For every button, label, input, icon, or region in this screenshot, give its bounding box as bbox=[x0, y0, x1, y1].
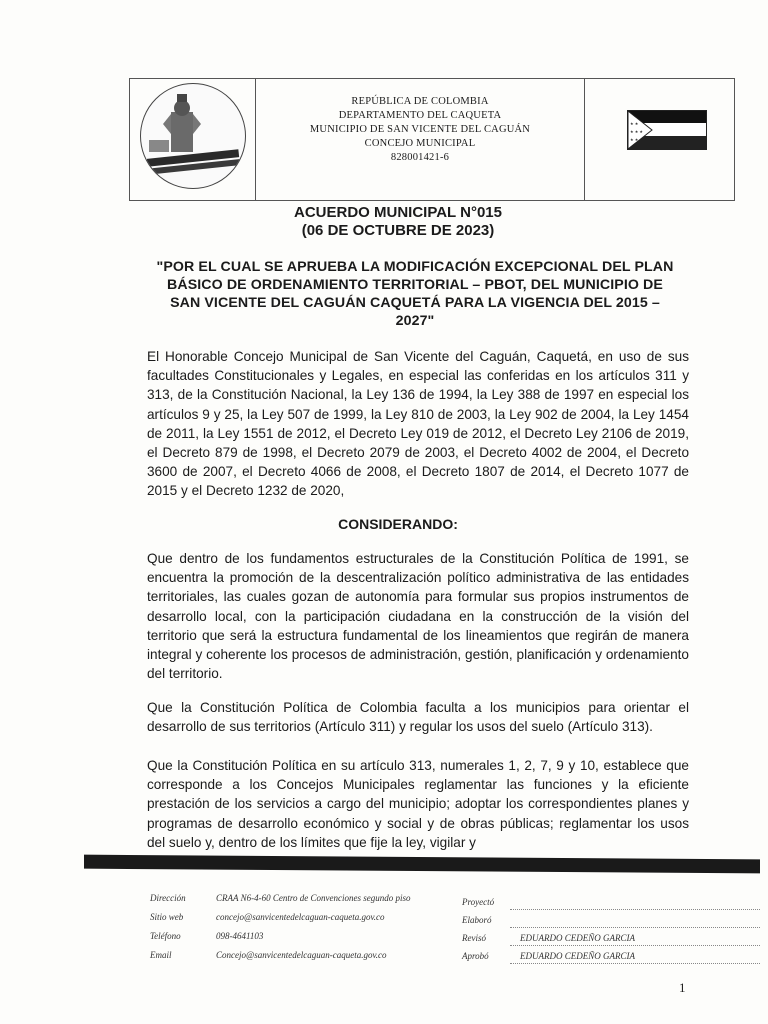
letterhead-text bbox=[256, 79, 585, 200]
country-line: REPÚBLICA DE COLOMBIA bbox=[351, 96, 489, 107]
letterhead bbox=[129, 78, 735, 201]
municipality-line: MUNICIPIO DE SAN VICENTE DEL CAGUÁN bbox=[309, 124, 531, 135]
council-line: CONCEJO MUNICIPAL bbox=[364, 138, 476, 149]
considerando-heading: CONSIDERANDO: bbox=[338, 516, 458, 532]
page-number: 1 bbox=[679, 980, 686, 995]
svg-text:★ ★: ★ ★ bbox=[630, 121, 639, 126]
flag-cell bbox=[585, 79, 734, 200]
paragraph-3: Que la Constitución Política en su artículo 313, numerales 1, 2, 7, 9 y 10, establece que corresponde a los Concejos Municipales reglamentar las funciones y la eficiente prestación de los servicios a cargo del municipio; adoptar los correspondientes planes y programas de desarrollo económico y social y de obras públicas; reglamentar los usos del suelo y, dentro de los límites que fije la ley, vigilar y bbox=[147, 758, 689, 850]
document-page: REPÚBLICA DE COLOMBIA DEPARTAMENTO DEL CAQUETA MUNICIPIO DE SAN VICENTE DEL CAGUÁN CONCEJO MUNICIPAL 828001421-6 ★ ★ ★ ★ ★ ★ ★ ACUERDO MUNICIPAL N°015 (06 DE OCTUBRE DE 2023) "POR EL CUAL SE APRUEBA LA MODIFICACIÓN EXCEPCIONAL DEL PLAN BÁSICO DE ORDENAMIENTO TERRITORIAL – PBOT, DEL MUNICIPIO DE SAN VICENTE DEL CAGUÁN CAQUETÁ PARA LA VIGENCIA DEL 2015 – 2027" El Honorable Concejo Municipal de San Vicente del Caguán, Caquetá, en uso de sus facultades Constitucionales y Legales, en especial las conferidas en los artículos 311 y 313, de la Constitución Nacional, la Ley 136 de 1994, la Ley 388 de 1997 en especial los artículos 9 y 25, la Ley 507 de 1999, la Ley 810 de 2003, la Ley 902 de 2004, la Ley 1454 de 2011, la Ley 1551 de 2012, el Decreto Ley 019 de 2012, el Decreto Ley 2106 de 2019, el Decreto 879 de 1998, el Decreto 2079 de 2003, el Decreto 4002 de 2004, el Decreto 3600 de 2007, el Decreto 4066 de 2008, el Decreto 1807 de 2014, el Decreto 1077 de 2015 y el Decreto 1232 de 2020, CONSIDERANDO: Que dentro de los fundamentos estructurales de la Constitución Política de 1991, se encuentra la promoción de la descentralización político administrativa de las entidades territoriales, las cuales gozan de autonomía para formular sus propios instrumentos de desarrollo local, con la participación ciudadana en la construcción de la visión del territorio que será la estructura fundamental de los lineamientos que regirán de manera integral y coherente los procesos de administración, gestión, planificación y ordenamiento del territorio. Que la Constitución Política de Colombia faculta a los municipios para orientar el desarrollo de sus territorios (Artículo 311) y regular los usos del suelo (Artículo 313). Que la Constitución Política en su artículo 313, numerales 1, 2, 7, 9 y 10, establece que corresponde a los Concejos Municipales reglamentar las funciones y la eficiente prestación de los servicios a cargo del municipio; adoptar los correspondientes planes y programas de desarrollo económico y social y de obras públicas; reglamentar los usos del suelo y, dentro de los límites que fije la ley, vigilar y Dirección CRAA N6-4-60 Centro de Convenciones segundo piso Sitio web concejo@sanvicentedelcaguan-caqueta.gov.co Teléfono 098-4641103 Email Concejo@sanvicentedelcaguan-caqueta.gov.co Proyectó Elaboró Revisó EDUARDO CEDEÑO GARCIA Aprobó EDUARDO CEDEÑO GARCIA 1 bbox=[0, 0, 768, 1024]
paragraph-1: Que dentro de los fundamentos estructurales de la Constitución Política de 1991, se encuentra la promoción de la descentralización político administrativa de las entidades territoriales, las cuales gozan de autonomía para formular sus propios instrumentos de desarrollo local, con la participación ciudadana en la construcción de la visión del territorio que será la estructura fundamental de los lineamientos que regirán de manera integral y coherente los procesos de administración, gestión, planificación y ordenamiento del territorio. bbox=[147, 551, 689, 682]
municipal-flag-icon bbox=[627, 110, 707, 150]
nit-line: 828001421-6 bbox=[390, 152, 450, 163]
agreement-date: (06 DE OCTUBRE DE 2023) bbox=[301, 222, 495, 239]
svg-text:★ ★ ★: ★ ★ ★ bbox=[630, 129, 643, 134]
svg-text:★ ★: ★ ★ bbox=[630, 137, 639, 142]
department-line: DEPARTAMENTO DEL CAQUETA bbox=[338, 110, 502, 121]
agreement-subject: "POR EL CUAL SE APRUEBA LA MODIFICACIÓN EXCEPCIONAL DEL PLAN BÁSICO DE ORDENAMIENTO TERRITORIAL – PBOT, DEL MUNICIPIO DE SAN VICENTE DEL CAGUÁN CAQUETÁ PARA LA VIGENCIA DEL 2015 – 2027" bbox=[156, 259, 674, 329]
footer-divider bbox=[84, 855, 760, 874]
paragraph-2: Que la Constitución Política de Colombia faculta a los municipios para orientar el desarrollo de sus territorios (Artículo 311) y regular los usos del suelo (Artículo 313). bbox=[147, 700, 689, 735]
intro-paragraph: El Honorable Concejo Municipal de San Vicente del Caguán, Caquetá, en uso de sus facultades Constitucionales y Legales, en especial las conferidas en los artículos 311 y 313, de la Constitución Nacional, la Ley 136 de 1994, la Ley 388 de 1997 en especial los artículos 9 y 25, la Ley 507 de 1999, la Ley 810 de 2003, la Ley 902 de 2004, la Ley 1454 de 2011, la Ley 1551 de 2012, el Decreto Ley 019 de 2012, el Decreto Ley 2106 de 2019, el Decreto 879 de 1998, el Decreto 2079 de 2003, el Decreto 4002 de 2004, el Decreto 3600 de 2007, el Decreto 4066 de 2008, el Decreto 1807 de 2014, el Decreto 1077 de 2015 y el Decreto 1232 de 2020, bbox=[147, 349, 689, 499]
council-seal-logo bbox=[140, 83, 246, 189]
logo-cell bbox=[130, 79, 256, 200]
agreement-number: ACUERDO MUNICIPAL N°015 bbox=[294, 204, 502, 221]
